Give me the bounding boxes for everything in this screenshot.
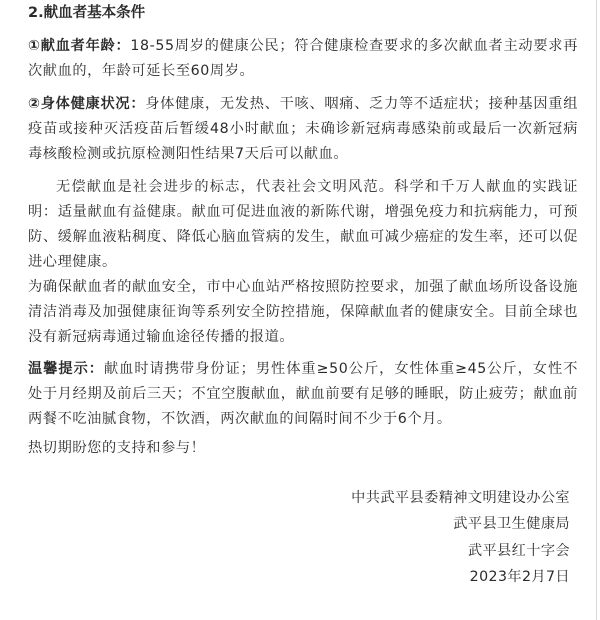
signature-org-red-cross: 武平县红十字会 — [467, 543, 570, 559]
age-requirement-text: 18-55周岁的健康公民；符合健康检查要求的多次献血者主动要求再次献血的，年龄可延长至60周岁。 — [28, 38, 578, 79]
page-border — [596, 0, 597, 620]
signature-org-health-bureau: 武平县卫生健康局 — [453, 516, 570, 532]
age-requirement-label: ①献血者年龄： — [28, 38, 131, 54]
age-requirement — [28, 34, 578, 84]
tips-text: 献血时请携带身份证；男性体重≥50公斤，女性体重≥45公斤，女性不处于月经期及前后三天；不宜空腹献血，献血前要有足够的睡眠，防止疲劳；献血前两餐不吃油腻食物，不饮酒，两次献血的间隔时间不少于6个月。 — [28, 361, 578, 427]
signature-date: 2023年2月7日 — [469, 569, 570, 585]
tips-paragraph — [28, 357, 578, 432]
safety-paragraph: 为确保献血者的献血安全，市中心血站严格按照防控要求，加强了献血场所设备设施清洁消毒及加强健康征询等系列安全防控措施，保障献血者的健康安全。目前全球也没有新冠病毒通过输血途径传播的报道。 — [28, 279, 578, 345]
tips-label: 温馨提示： — [28, 361, 104, 377]
signature-org-civilization-office: 中共武平县委精神文明建设办公室 — [351, 490, 570, 506]
health-requirement — [28, 92, 578, 167]
section-title: 2.献血者基本条件 — [28, 5, 146, 21]
benefits-paragraph: 无偿献血是社会进步的标志，代表社会文明风范。科学和千万人献血的实践证明：适量献血有益健康。献血可促进血液的新陈代谢，增强免疫力和抗病能力，可预防、缓解血液粘稠度、降低心脑血管病的发生，献血可减少癌症的发生率，还可以促进心理健康。 — [28, 179, 578, 270]
closing-line: 热切期盼您的支持和参与！ — [28, 440, 206, 456]
health-requirement-label: ②身体健康状况： — [28, 96, 146, 112]
health-requirement-text: 身体健康，无发热、干咳、咽痛、乏力等不适症状；接种基因重组疫苗或接种灭活疫苗后暂缓48小时献血；未确诊新冠病毒感染前或最后一次新冠病毒核酸检测或抗原检测阳性结果7天后可以献血。 — [28, 96, 578, 162]
